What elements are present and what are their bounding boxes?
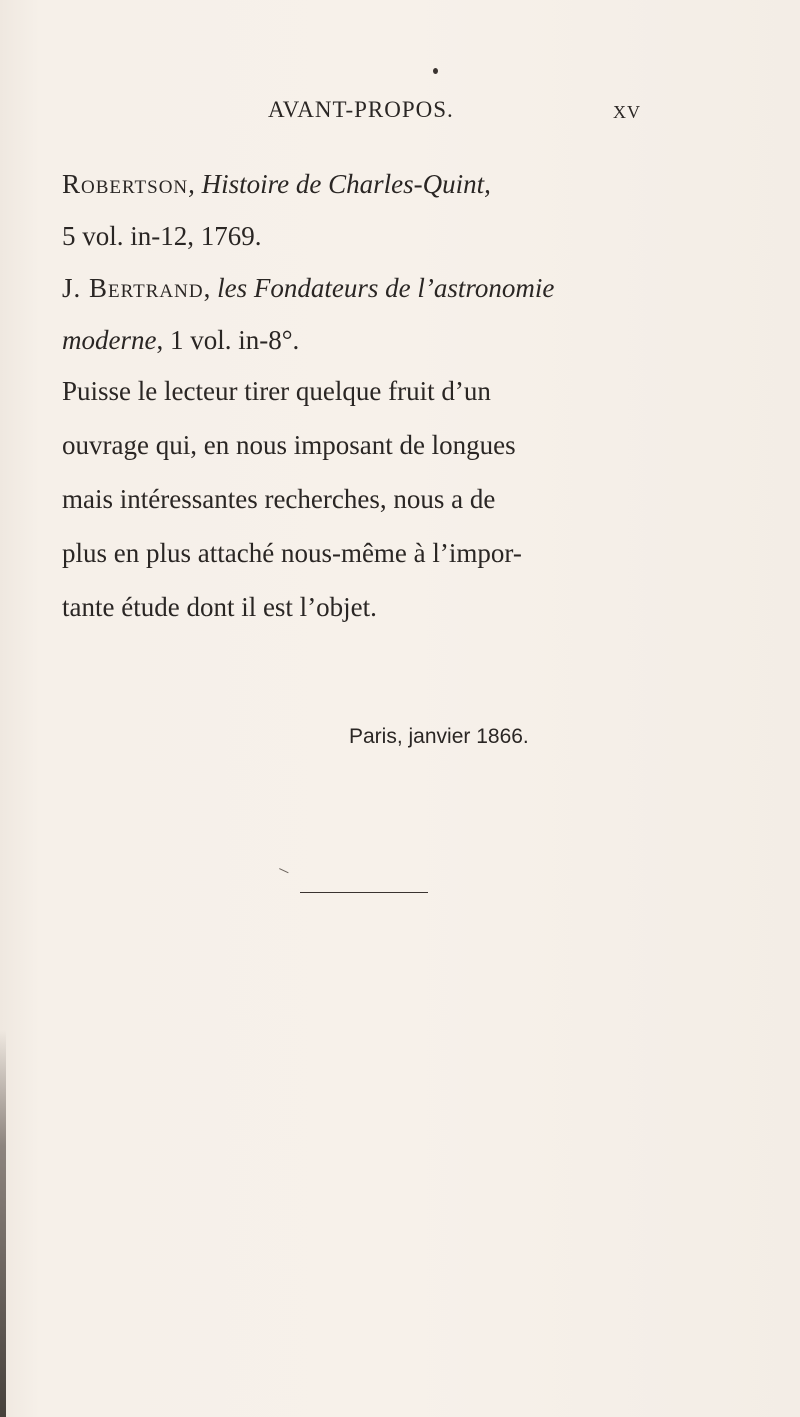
bibliography-entry-line — [62, 218, 262, 254]
closing-paragraph — [62, 364, 642, 634]
entry-details: 5 vol. in-12, 1769. — [62, 221, 262, 251]
place-date-signature: Paris, janvier 1866. — [349, 725, 529, 748]
paragraph-line: tante étude dont il est l’objet. — [62, 592, 377, 622]
entry-separator: , — [203, 273, 211, 303]
page-edge-shadow — [0, 1030, 6, 1417]
paragraph-line: ouvrage qui, en nous imposant de longues — [62, 430, 516, 460]
ink-mark — [277, 868, 288, 877]
entry-title: les Fondateurs de l’astronomie — [217, 273, 555, 303]
entry-author: J. Bertrand — [62, 273, 204, 303]
entry-separator: , — [188, 169, 195, 199]
entry-title-continued: moderne — [62, 325, 157, 355]
bibliography-entry-line — [62, 322, 299, 358]
running-head-title: AVANT-PROPOS. — [268, 97, 454, 122]
entry-title: Histoire de Charles-Quint, — [201, 169, 491, 199]
ink-speck — [433, 68, 438, 74]
running-head — [0, 94, 800, 134]
paragraph-line: plus en plus attaché nous-même à l’impor- — [62, 538, 522, 568]
end-rule — [300, 892, 428, 893]
page-number: XV — [613, 102, 641, 122]
paragraph-line: Puisse le lecteur tirer quelque fruit d’un — [62, 376, 491, 406]
bibliography-entry-line — [62, 270, 554, 306]
bibliography-entry-line — [62, 166, 491, 202]
paragraph-line: mais intéressantes recherches, nous a de — [62, 484, 496, 514]
entry-details: , 1 vol. in-8°. — [156, 325, 300, 355]
entry-author: Robertson — [62, 169, 189, 199]
